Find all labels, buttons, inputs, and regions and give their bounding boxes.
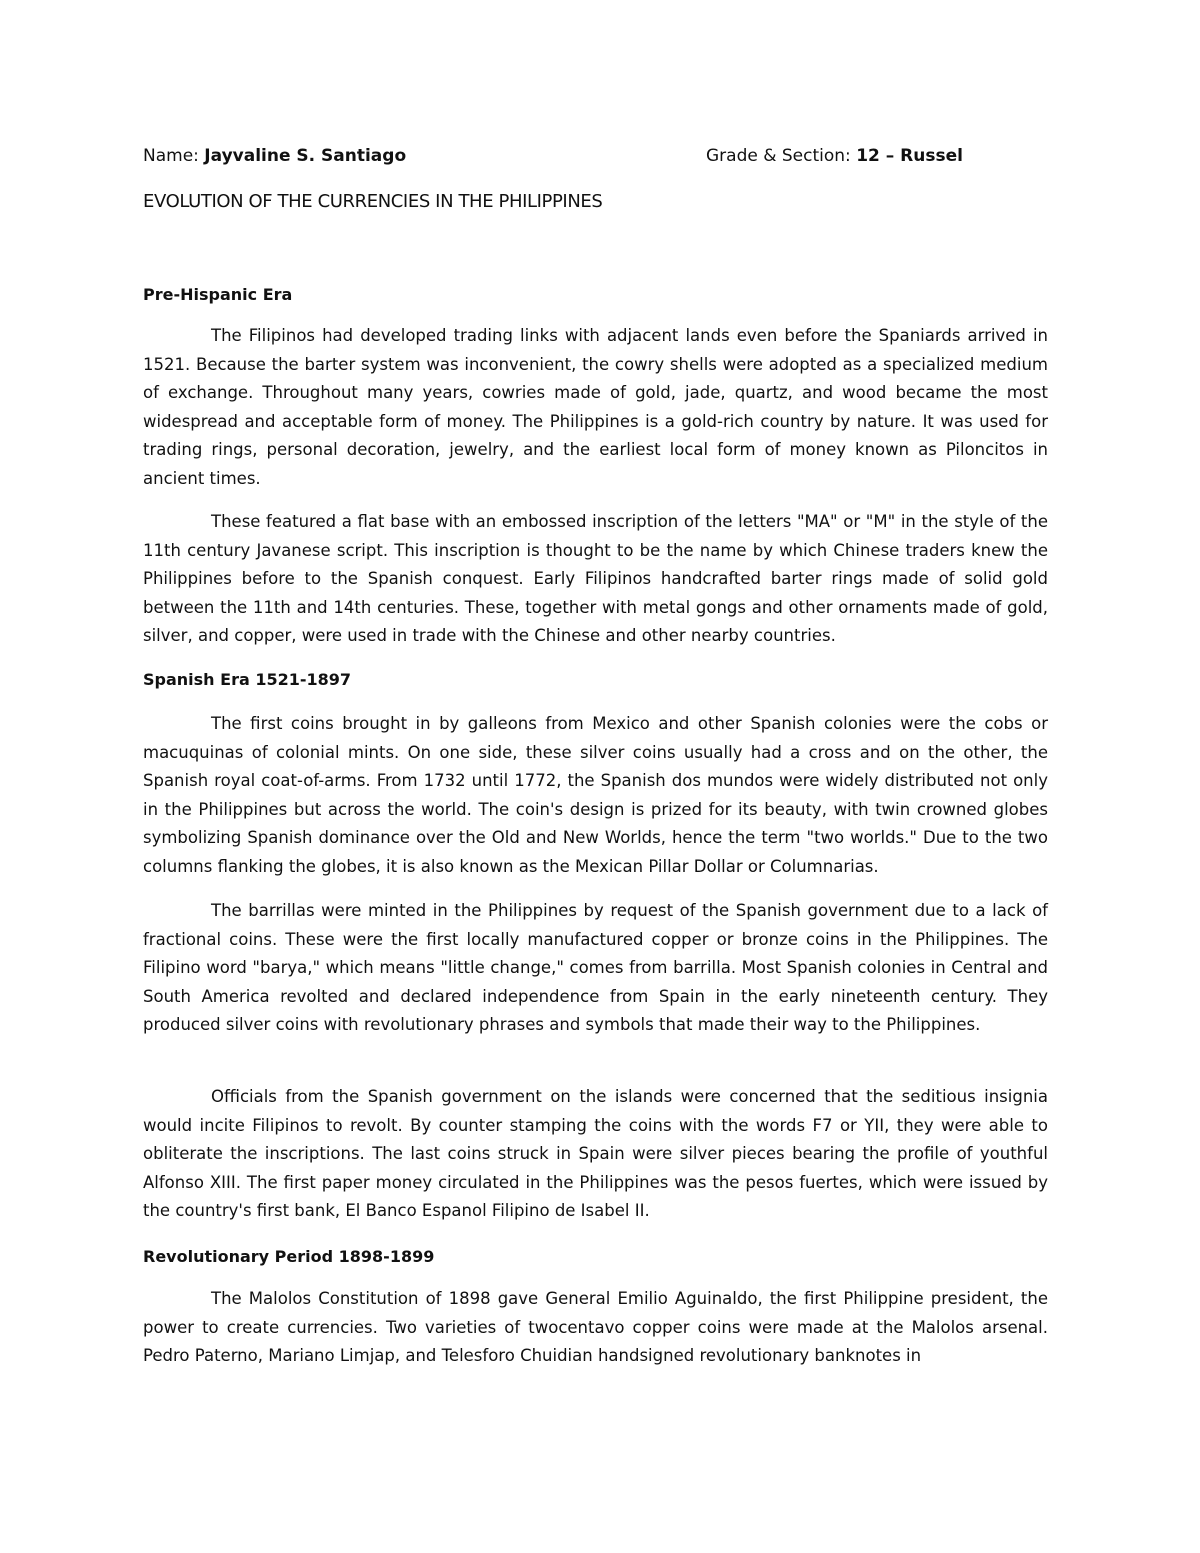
header-line (143, 143, 973, 169)
document-title: EVOLUTION OF THE CURRENCIES IN THE PHILIPPINES (143, 191, 603, 212)
paragraph: Officials from the Spanish government on the islands were concerned that the seditious insignia would incite Filipinos to revolt. By counter stamping the coins with the words F7 or YII, they were able to obliterate the inscriptions. The last coins struck in Spain were silver pieces bearing the profile of youthful Alfonso XIII. The first paper money circulated in the Philippines was the pesos fuertes, which were issued by the country's first bank, El Banco Espanol Filipino de Isabel II. (143, 1087, 1048, 1221)
name-label: Name: (143, 146, 205, 166)
paragraph: The barrillas were minted in the Philippines by request of the Spanish government due to a lack of fractional coins. These were the first locally manufactured copper or bronze coins in the Philippines. The Filipino word "barya," which means "little change," comes from barrilla. Most Spanish colonies in Central and South America revolted and declared independence from Spain in the early nineteenth century. They produced silver coins with revolutionary phrases and symbols that made their way to the Philippines. (143, 901, 1048, 1035)
grade-value: 12 – Russel (856, 146, 963, 166)
student-name (143, 143, 406, 169)
paragraph: The first coins brought in by galleons from Mexico and other Spanish colonies were the cobs or macuquinas of colonial mints. On one side, these silver coins usually had a cross and on the other, the Spanish royal coat-of-arms. From 1732 until 1772, the Spanish dos mundos were widely distributed not only in the Philippines but across the world. The coin's design is prized for its beauty, with twin crowned globes symbolizing Spanish dominance over the Old and New Worlds, hence the term "two worlds." Due to the two columns flanking the globes, it is also known as the Mexican Pillar Dollar or Columnarias. (143, 714, 1048, 876)
grade-label: Grade & Section: (706, 146, 857, 166)
paragraph: The Malolos Constitution of 1898 gave General Emilio Aguinaldo, the first Philippine president, the power to create currencies. Two varieties of twocentavo copper coins were made at the Malolos arsenal. Pedro Paterno, Mariano Limjap, and Telesforo Chuidian handsigned revolutionary banknotes in (143, 1289, 1048, 1366)
name-value: Jayvaline S. Santiago (204, 146, 407, 166)
section-heading-revolutionary-period: Revolutionary Period 1898-1899 (143, 1247, 435, 1266)
grade-section (706, 143, 963, 169)
paragraph: These featured a flat base with an embossed inscription of the letters "MA" or "M" in the style of the 11th century Javanese script. This inscription is thought to be the name by which Chinese traders knew the Philippines before to the Spanish conquest. Early Filipinos handcrafted barter rings made of solid gold between the 11th and 14th centuries. These, together with metal gongs and other ornaments made of gold, silver, and copper, were used in trade with the Chinese and other nearby countries. (143, 512, 1048, 646)
paragraph: The Filipinos had developed trading links with adjacent lands even before the Spaniards arrived in 1521. Because the barter system was inconvenient, the cowry shells were adopted as a specialized medium of exchange. Throughout many years, cowries made of gold, jade, quartz, and wood became the most widespread and acceptable form of money. The Philippines is a gold-rich country by nature. It was used for trading rings, personal decoration, jewelry, and the earliest local form of money known as Piloncitos in ancient times. (143, 326, 1048, 488)
section-heading-pre-hispanic: Pre-Hispanic Era (143, 285, 293, 304)
section-heading-spanish-era: Spanish Era 1521-1897 (143, 670, 352, 689)
